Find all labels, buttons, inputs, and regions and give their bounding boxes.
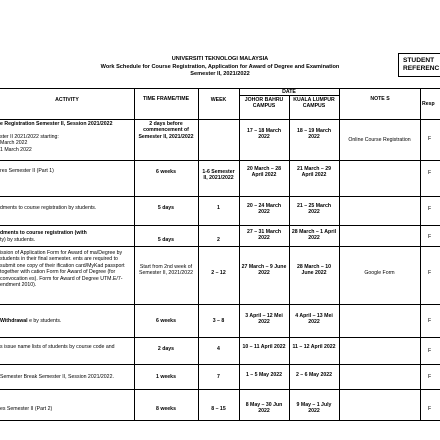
row-1-activity: ster II 2021/2022 starting: March 2022 1 March 2022 bbox=[0, 134, 59, 153]
row-divider bbox=[0, 160, 440, 161]
row-2-week: 1-6 Semester II, 2021/2022 bbox=[202, 169, 235, 182]
row-8-activity: Semester Break Semester II, Session 2021/2022. bbox=[0, 374, 114, 380]
schedule-title: Work Schedule for Course Registration, Application for Award of Degree and Examination bbox=[100, 64, 340, 70]
row-5-week: 2 – 12 bbox=[211, 270, 226, 276]
row-3-timeframe: 5 days bbox=[157, 205, 175, 211]
col-header-jb: JOHOR BAHRU CAMPUS bbox=[244, 97, 284, 110]
row-divider bbox=[0, 420, 440, 421]
row-4-timeframe: 5 days bbox=[157, 237, 175, 243]
row-3-resp: F bbox=[428, 206, 432, 212]
col-header-timeframe: TIME FRAME/TIME bbox=[142, 96, 190, 102]
row-6-activity-rest: e by students. bbox=[29, 318, 62, 324]
row-9-timeframe: 8 weeks bbox=[156, 406, 176, 412]
row-9-kl: 9 May – 1 July 2022 bbox=[296, 402, 332, 415]
row-7-resp: F bbox=[428, 348, 432, 354]
row-2-kl: 21 March – 29 April 2022 bbox=[296, 166, 332, 179]
row-divider bbox=[0, 337, 440, 338]
col-divider bbox=[198, 88, 199, 420]
row-5-jb: 27 March – 9 June 2022 bbox=[241, 264, 287, 277]
row-divider bbox=[0, 196, 440, 197]
col-divider bbox=[420, 88, 421, 420]
semester-label: Semester II, 2021/2022 bbox=[190, 71, 250, 77]
row-7-kl: 11 – 12 April 2022 bbox=[292, 344, 336, 350]
row-8-timeframe: 1 weeks bbox=[156, 374, 176, 380]
row-5-note: Google Form bbox=[364, 270, 395, 276]
col-header-kl: KUALA LUMPUR CAMPUS bbox=[293, 97, 335, 110]
col-header-date: DATE bbox=[282, 89, 296, 95]
row-3-jb: 20 – 24 March 2022 bbox=[246, 203, 282, 216]
row-6-kl: 4 April – 13 Mei 2022 bbox=[295, 313, 333, 326]
row-1-resp: F bbox=[428, 136, 432, 142]
col-header-week: WEEK bbox=[210, 97, 227, 103]
row-2-jb: 20 March – 28 April 2022 bbox=[246, 166, 282, 179]
row-3-activity: dments to course registration by students. bbox=[0, 205, 97, 211]
row-8-week: 7 bbox=[217, 374, 220, 380]
university-name: UNIVERSITI TEKNOLOGI MALAYSIA bbox=[171, 56, 269, 62]
row-6-activity bbox=[0, 318, 132, 324]
row-7-jb: 10 – 11 April 2022 bbox=[242, 344, 286, 350]
row-5-activity: ission of Application Form for Award of ma/Degree by students in their final semester. ents are required to submit one copy of their ification card/MyKad passport together with cation Form for Award of Degree (for convocation es). Form for Award of Degree UTM.E/7-endment 2010). bbox=[0, 250, 125, 289]
row-7-timeframe: 2 days bbox=[157, 346, 175, 352]
row-divider bbox=[0, 364, 440, 365]
row-2-timeframe: 6 weeks bbox=[156, 169, 176, 175]
row-9-week: 8 – 15 bbox=[211, 406, 226, 412]
row-9-jb: 8 May – 30 Jun 2022 bbox=[245, 402, 283, 415]
row-9-activity: es Semester II (Part 2) bbox=[0, 406, 53, 412]
row-9-resp: F bbox=[428, 406, 432, 412]
row-8-resp: F bbox=[428, 374, 432, 380]
row-6-activity-title: Withdrawal bbox=[0, 318, 28, 324]
row-4-resp: F bbox=[428, 234, 432, 240]
row-7-week: 4 bbox=[217, 346, 220, 352]
row-2-resp: F bbox=[428, 170, 432, 176]
header-bottom-border bbox=[0, 119, 440, 120]
row-divider bbox=[0, 389, 440, 390]
row-divider bbox=[0, 246, 440, 247]
row-1-jb: 17 – 18 March 2022 bbox=[246, 128, 282, 141]
row-3-kl: 21 – 25 March 2022 bbox=[296, 203, 332, 216]
row-4-jb: 27 – 31 March 2022 bbox=[246, 229, 282, 242]
row-5-resp: F bbox=[428, 270, 432, 276]
row-4-week: 2 bbox=[217, 237, 220, 243]
row-8-kl: 2 – 6 May 2022 bbox=[295, 372, 333, 378]
col-divider bbox=[239, 88, 240, 420]
row-5-kl: 28 March – 10 June 2022 bbox=[296, 264, 332, 277]
row-6-week: 3 – 8 bbox=[212, 318, 225, 324]
row-7-activity: s issue name lists of students by course code and bbox=[0, 344, 115, 350]
row-6-resp: F bbox=[428, 318, 432, 324]
col-divider bbox=[134, 88, 135, 420]
col-divider bbox=[289, 95, 290, 420]
ref-line-1: STUDENT bbox=[403, 57, 435, 64]
row-1-note: Online Course Registration bbox=[348, 137, 411, 143]
col-header-notes: NOTE S bbox=[370, 96, 390, 102]
row-3-week: 1 bbox=[217, 205, 220, 211]
col-divider bbox=[339, 88, 340, 420]
table-top-border bbox=[0, 88, 440, 89]
ref-line-2: REFERENC bbox=[403, 65, 440, 72]
row-4-activity-title: dments to course registration (with bbox=[0, 230, 87, 236]
row-1-kl: 18 – 19 March 2022 bbox=[296, 128, 332, 141]
col-header-activity: ACTIVITY bbox=[55, 97, 79, 103]
row-6-timeframe: 6 weeks bbox=[156, 318, 176, 324]
row-4-kl: 28 March – 1 April 2022 bbox=[291, 229, 337, 242]
row-8-jb: 1 – 5 May 2022 bbox=[245, 372, 283, 378]
row-4-activity: ty) by students. bbox=[0, 237, 36, 243]
row-2-activity: res Semester II (Part 1) bbox=[0, 168, 54, 174]
row-1-activity-title: e Registration Semester II, Session 2021/2022 bbox=[0, 121, 113, 127]
row-1-timeframe: 2 days before commencement of Semester II, 2021/2022 bbox=[138, 121, 194, 140]
row-5-timeframe: Start from 2nd week of Semester II, 2021/2022 bbox=[139, 264, 193, 277]
col-header-resp: Resp bbox=[422, 101, 435, 107]
row-6-jb: 3 April – 12 Mei 2022 bbox=[245, 313, 283, 326]
row-divider bbox=[0, 304, 440, 305]
row-divider bbox=[0, 225, 440, 226]
